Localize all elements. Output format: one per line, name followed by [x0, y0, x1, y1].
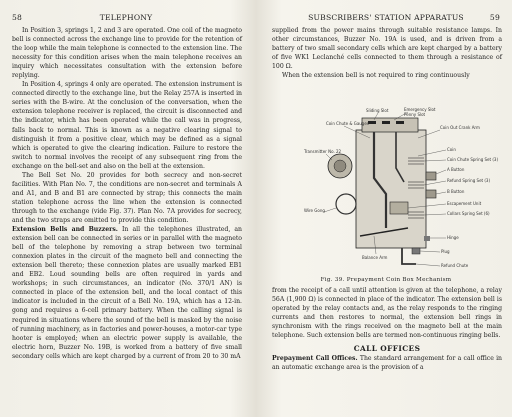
prepayment-text: The standard arrangement for a call office in an automatic exchange area is the provision of a — [272, 355, 502, 372]
label-coin: Coin — [447, 147, 456, 152]
hinge — [424, 236, 430, 241]
paragraph: The Bell Set No. 20 provides for both secrecy and non-secret facilities. With Plan No. 7, the conditions are non-secret and terminals A and A1, and B and B1 are connected by strap; this connects the main station telephone across the line when the extension is connected through to the exchange (vide Fig. 37). Plan No. 7A provides for secrecy, and the two straps are omitted to provide this condition. — [12, 171, 242, 224]
label-refund-chute: Refund Chute — [441, 263, 469, 268]
label-coin-out: Coin Out Crank Arm — [440, 125, 480, 130]
label-refund-spring: Refund Spring Set (3) — [447, 178, 491, 183]
slot-3 — [396, 121, 404, 124]
left-running-title: TELEPHONY — [99, 13, 153, 22]
label-penny-slot: Penny Slot — [404, 112, 426, 117]
label-sliding-slot: Sliding Slot — [366, 108, 389, 113]
b-button — [426, 190, 436, 198]
transmitter-inner — [334, 160, 346, 172]
coin-box-mechanism-figure — [304, 107, 499, 274]
right-page — [260, 0, 512, 417]
prepayment-heading: Prepayment Call Offices. — [272, 355, 358, 363]
left-page — [0, 0, 252, 417]
wire-gong — [336, 194, 356, 214]
paragraph: In Position 3, springs 1, 2 and 3 are operated. One coil of the magneto bell is connected across the exchange line to provide for the retention of the loop while the main telephone is connected to the extension line. The necessity for this condition arises when the main telephone receives an inquiry which necessitates consultation with the extension before replying. — [12, 27, 242, 80]
label-collars-spring: Collars Spring Set (6) — [447, 211, 490, 216]
right-running-title: SUBSCRIBERS' STATION APPARATUS — [308, 13, 464, 22]
paragraph: from the receipt of a call until attention is given at the telephone, a relay 56A (1,900 Ω) is connected in place of the indicator. The extension bell is operated by the relay contacts and, as the relay responds to the ringing currents and then restores to normal, the extension bell rings in synchronism with the rings received on the magneto bell at the main telephone. Such extension bells are termed non-continuous ringing bells. — [272, 287, 502, 340]
left-body-text — [12, 26, 242, 361]
label-b-button: B Button — [447, 189, 465, 194]
slot-2 — [382, 121, 390, 124]
right-body-top — [272, 26, 502, 80]
paragraph: In Position 4, springs 4 only are operated. The extension instrument is connected directly to the exchange line, but the Relay 257A is inserted in series with the B-wire. At the conclusion of the conversation, when the extension telephone receiver is replaced, the circuit is disconnected and the indicator, which has been operated while the call was in progress, falls back to normal. This is known as a negative clearing signal to distinguish it from a positive clear, which may be defined as a signal which is operated to give the clearing indication. Failure to restore the switch to normal involves the receipt of any subsequent ring from the exchange on the bell-set and also on the bell at the extension. — [12, 81, 242, 170]
call-offices-paragraph — [272, 354, 502, 372]
label-plug: Plug — [441, 249, 450, 254]
extension-bells-heading: Extension Bells and Buzzers. — [12, 226, 118, 234]
label-a-button: A Button — [447, 167, 465, 172]
right-page-number: 59 — [489, 13, 500, 22]
a-button — [426, 172, 436, 180]
slot-1 — [368, 121, 376, 124]
label-transmitter: Transmitter No. 22 — [304, 149, 342, 154]
extension-bells-paragraph — [12, 225, 242, 361]
section-title-call-offices: CALL OFFICES — [353, 344, 421, 354]
label-balance-arm: Balance Arm — [362, 255, 388, 260]
label-coin-chute-spring: Coin Chute Spring Set (3) — [447, 157, 499, 162]
paragraph: supplied from the power mains through suitable resistance lamps. In other circumstances, Buzzer No. 19A is used, and is driven from a battery of two small secondary cells which are kept charged by a battery of five WK1 Leclanché cells connected to them through a resistance of 100 Ω. — [272, 27, 502, 71]
left-page-number: 58 — [12, 13, 23, 22]
label-escapement-unit: Escapement Unit — [447, 201, 482, 206]
extension-bells-text: In all the telephones illustrated, an extension bell can be connected in series or in parallel with the magneto bell of the telephone by removing a strap between two terminal connexion plates in the circuit of the magneto bell and connecting the extension bell thereto; these connexion plates are usually marked EB1 and EB2. Loud sounding bells are often required in yards and workshops; in such circumstances, an indicator (No. 370/1 AN) is connected in place of the extension bell, and the local contact of this indicator is included in the circuit of a Bell No. 19A, which has a 12-in. gong and requires a 6-cell primary battery. When the calling signal is required in situations where the sound of the bell is masked by the noise of running machinery, as in factories and power-houses, a motor-car type hooter is employed; when an electric power supply is available, the electric horn, Buzzer No. 19B, is worked from a battery of five small secondary cells which are kept charged by a current of from 20 to 30 mA — [12, 226, 242, 360]
paragraph: When the extension bell is not required to ring continuously — [282, 72, 470, 80]
coin-slots-housing — [362, 118, 418, 132]
plug — [412, 248, 420, 254]
figure-caption: Fig. 39. Prepayment Coin Box Mechanism — [320, 277, 452, 283]
right-body-bottom — [272, 286, 502, 372]
label-emergency-slot: Emergency Slot — [404, 107, 436, 112]
label-coin-chute: Coin Chute & Gauges — [326, 121, 369, 126]
label-hinge: Hinge — [447, 235, 459, 240]
escapement-unit — [390, 202, 408, 214]
label-wire-gong: Wire Gong — [304, 208, 325, 213]
